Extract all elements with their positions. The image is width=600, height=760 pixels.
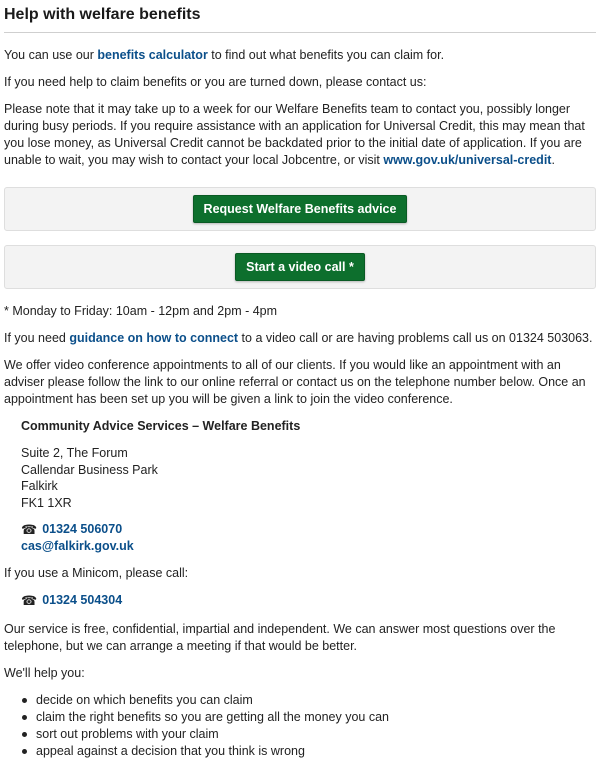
video-call-panel	[4, 245, 596, 289]
minicom-phone-row	[21, 592, 596, 609]
help-intro: We'll help you:	[4, 666, 85, 680]
address-line: FK1 1XR	[21, 495, 72, 510]
note-text: Please note that it may take up to a week for our Welfare Benefits team to contact you, possibly longer during busy periods. If you require assistance with an application for Universal Credit, this may mean that you lose money, as Universal Credit cannot be backdated prior to the initial date of application. If you are unable to wait, you may wish to contact your local Jobcentre, or visit	[4, 102, 585, 167]
minicom-intro: If you use a Minicom, please call:	[4, 566, 189, 580]
address-line: Callendar Business Park	[21, 462, 158, 477]
list-item: appeal against a decision that you think is wrong	[21, 743, 596, 760]
list-item: decide on which benefits you can claim	[21, 692, 596, 709]
address-line: Falkirk	[21, 479, 58, 493]
service-statement: Our service is free, confidential, impartial and independent. We can answer most questions over the telephone, but we can arrange a meeting if that would be better.	[4, 622, 556, 653]
title-divider	[4, 32, 596, 33]
list-item: claim the right benefits so you are getting all the money you can	[21, 709, 596, 726]
telephone-icon: ☎	[21, 521, 38, 537]
email-link[interactable]: cas@falkirk.gov.uk	[21, 539, 134, 553]
minicom-block	[4, 592, 596, 609]
minicom-phone-link[interactable]: 01324 504304	[42, 593, 123, 607]
org-name: Community Advice Services – Welfare Benefits	[21, 419, 301, 433]
telephone-icon: ☎	[21, 592, 38, 608]
page-title: Help with welfare benefits	[4, 6, 201, 23]
conference-paragraph: We offer video conference appointments to all of our clients. If you would like an appointment with an adviser please follow the link to our online referral or contact us on the telephone number below. Once an appointment has been set up you will be given a link to join the video conference.	[4, 358, 586, 406]
calculator-paragraph	[4, 47, 596, 64]
address-line: Suite 2, The Forum	[21, 446, 128, 460]
help-list	[4, 692, 596, 760]
list-item: sort out problems with your claim	[21, 726, 596, 743]
help-paragraph: If you need help to claim benefits or you are turned down, please contact us:	[4, 75, 427, 89]
start-video-call-button[interactable]: Start a video call *	[235, 253, 365, 281]
contact-block	[4, 418, 596, 555]
guidance-text-before: If you need	[4, 331, 70, 345]
email-row	[21, 538, 596, 555]
guidance-paragraph	[4, 330, 596, 347]
video-hours: * Monday to Friday: 10am - 12pm and 2pm - 4pm	[4, 304, 278, 318]
note-paragraph	[4, 101, 596, 169]
calculator-text-before: You can use our	[4, 48, 98, 62]
note-text-after: .	[551, 153, 555, 167]
request-advice-button[interactable]: Request Welfare Benefits advice	[193, 195, 408, 223]
benefits-calculator-link[interactable]: benefits calculator	[97, 48, 208, 62]
request-advice-panel	[4, 187, 596, 231]
phone-row	[21, 521, 596, 538]
address	[21, 445, 596, 511]
universal-credit-link[interactable]: www.gov.uk/universal-credit	[383, 153, 552, 167]
guidance-text-after: to a video call or are having problems call us on 01324 503063.	[238, 331, 593, 345]
guidance-link[interactable]: guidance on how to connect	[69, 331, 239, 345]
calculator-text-after: to find out what benefits you can claim for.	[207, 48, 445, 62]
phone-link[interactable]: 01324 506070	[42, 522, 123, 536]
